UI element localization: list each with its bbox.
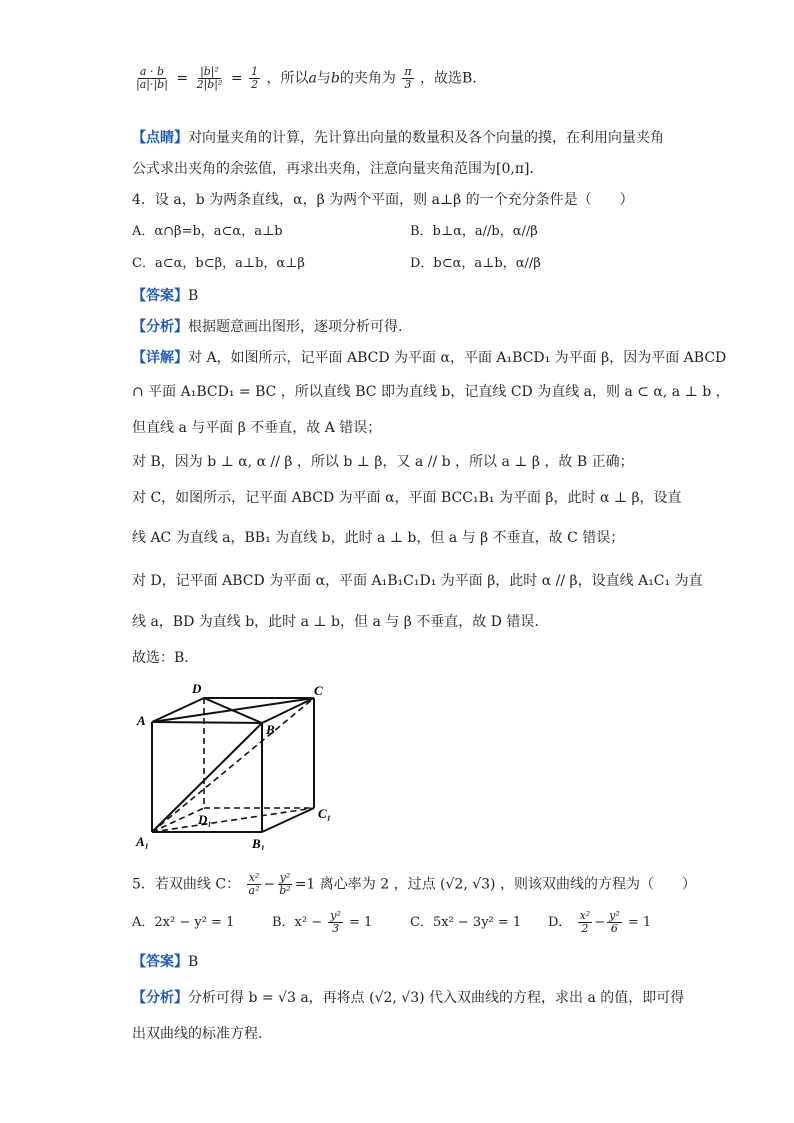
q4-detail-line-1: 【详解】对 A，如图所示，记平面 ABCD 为平面 α，平面 A₁BCD₁ 为平面 β，因为平面 ABCD — [132, 350, 727, 366]
q4-detail-line-7: 对 D，记平面 ABCD 为平面 α，平面 A₁B₁C₁D₁ 为平面 β，此时 α // β，设直线 A₁C₁ 为直 — [132, 573, 703, 589]
top-formula-line: $\frac{a \cdot b}{|a|\cdot|b|}$ = $\frac{\text{|b|²}}{\text{2|b|²}}$ = $\frac{1}{2}$ ，所以a与b的夹角为 $\frac{\pi}{3}$ ，故选B． — [136, 65, 487, 91]
q4-detail-line-4: 对 B，因为 b ⊥ α, α // β ，所以 b ⊥ β，又 a // b ，所以 a ⊥ β ，故 B 正确； — [132, 454, 634, 470]
q4-stem: 4．设 a，b 为两条直线，α，β 为两个平面，则 a⊥β 的一个充分条件是（ ） — [132, 192, 634, 208]
q5-option-a: A．2x² − y² = 1 — [132, 915, 235, 930]
q4-answer: 【答案】B — [132, 288, 199, 304]
label-b: B — [266, 722, 275, 737]
dianjing-line-2: 公式求出夹角的余弦值，再求出夹角，注意向量夹角范围为[0,π]． — [132, 161, 544, 177]
dianjing-tag: 【点睛】 — [132, 130, 188, 146]
q5-option-d: D． $\frac{\text{x²}}{2}$ − $\frac{\text{y²}}{6}$ = 1 — [548, 909, 652, 935]
label-a1: A₁ — [136, 834, 150, 849]
q4-detail-line-8: 线 a，BD 为直线 b，此时 a ⊥ b，但 a 与 β 不垂直，故 D 错误. — [132, 614, 539, 630]
q4-detail-line-9: 故选：B. — [132, 650, 189, 666]
q4-option-a: A．α∩β=b，a⊂α，a⊥b — [132, 224, 283, 239]
fraction-half: $\frac{1}{2}$ — [251, 65, 259, 91]
q4-detail-line-2: ∩ 平面 A₁BCD₁ = BC ，所以直线 BC 即为直线 b，记直线 CD 为直线 a，则 a ⊂ α, a ⊥ b ， — [132, 384, 730, 400]
q5-stem: 5．若双曲线 C： $\frac{\text{x²}}{\text{a²}}$ − $\frac{\text{y²}}{\text{b²}}$ =1 离心率为 2 ，过点 (√2, √3) ，则该双曲线的方程为（ ） — [132, 871, 696, 897]
cube-figure — [132, 680, 342, 850]
q4-detail-line-5: 对 C，如图所示，记平面 ABCD 为平面 α，平面 BCC₁B₁ 为平面 β，此时 α ⊥ β，设直 — [132, 490, 682, 506]
fraction-pi-3: $\frac{\pi}{3}$ — [404, 65, 412, 91]
q5-analysis-line-1: 【分析】分析可得 b = √3 a，再将点 (√2, √3) 代入双曲线的方程，求出 a 的值，即可得 — [132, 990, 685, 1006]
q5-analysis-line-2: 出双曲线的标准方程. — [132, 1026, 263, 1042]
label-c: C — [314, 683, 323, 698]
label-d1: D₁ — [198, 812, 212, 827]
q5-frac-y: $\frac{\text{y²}}{\text{b²}}$ — [279, 871, 291, 897]
q4-detail-line-3: 但直线 a 与平面 β 不垂直，故 A 错误； — [132, 420, 382, 436]
label-d: D — [192, 681, 202, 696]
q4-analysis: 【分析】根据题意画出图形，逐项分析可得. — [132, 319, 403, 335]
q5-option-b: B．x² − $\frac{\text{y²}}{3}$ = 1 — [272, 909, 373, 935]
fraction-cos: $\frac{a \cdot b}{|a|\cdot|b|}$ — [136, 65, 168, 91]
q4-option-d: D．b⊂α，a⊥b，α//β — [410, 256, 541, 271]
q4-option-b: B．b⊥α，a//b，α//β — [410, 224, 538, 239]
label-a: A — [137, 713, 146, 728]
dianjing-line-1: 【点睛】对向量夹角的计算，先计算出向量的数量积及各个向量的摸，在利用向量夹角 — [132, 130, 664, 146]
q5-answer: 【答案】B — [132, 954, 199, 970]
label-b1: B₁ — [252, 836, 266, 850]
label-c1: C₁ — [318, 806, 332, 821]
q4-detail-line-6: 线 AC 为直线 a，BB₁ 为直线 b，此时 a ⊥ b，但 a 与 β 不垂直，故 C 错误； — [132, 530, 625, 546]
q5-option-c: C．5x² − 3y² = 1 — [410, 915, 522, 930]
fraction-mid: $\frac{\text{|b|²}}{\text{2|b|²}}$ — [196, 65, 223, 91]
q4-option-c: C．a⊂α，b⊂β，a⊥b，α⊥β — [132, 256, 305, 271]
q5-frac-x: $\frac{\text{x²}}{\text{a²}}$ — [248, 871, 260, 897]
